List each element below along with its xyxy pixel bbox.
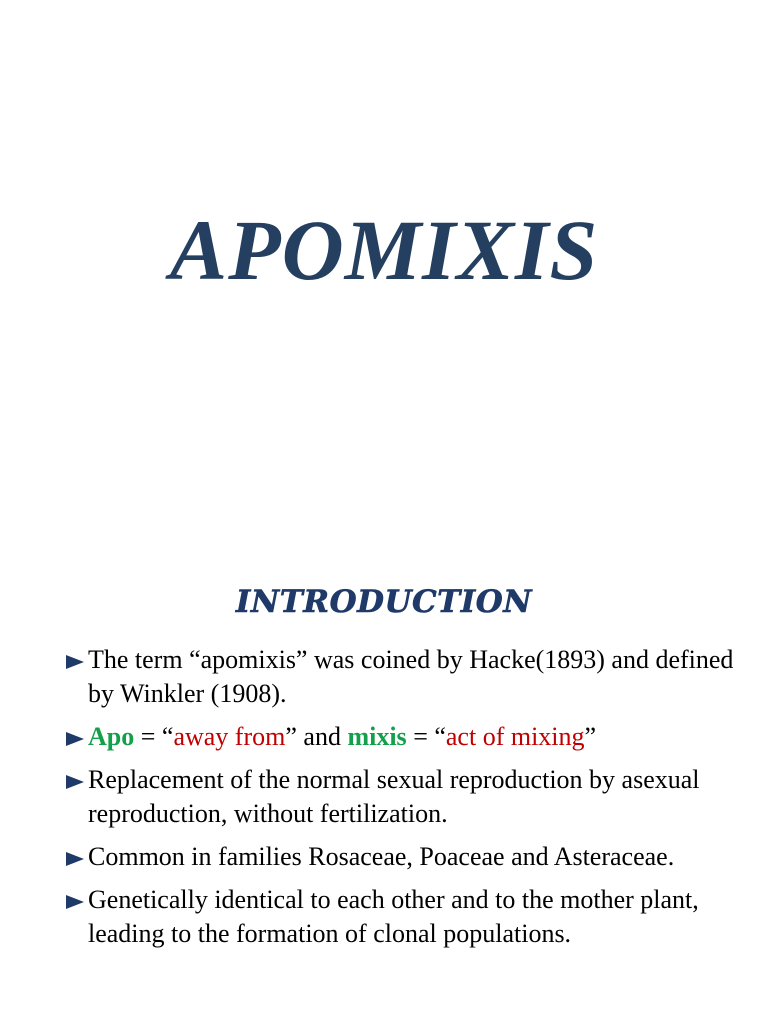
triangle-bullet-icon [66,775,84,789]
triangle-bullet-icon [66,852,84,866]
triangle-bullet-icon [66,655,84,669]
bullet-list [60,643,760,960]
etymology-close-quote: ” [584,722,597,751]
triangle-bullet-icon [66,732,84,746]
bullet-text: Genetically identical to each other and to the mother plant, leading to the formation of clonal populations. [88,885,699,948]
bullet-text: The term “apomixis” was coined by Hacke(1893) and defined by Winkler (1908). [88,645,734,708]
bullet-item-replacement [60,763,760,831]
triangle-bullet-icon [66,895,84,909]
bullet-item-families [60,840,760,874]
etymology-equals: = “ [406,722,446,751]
meaning-act-of-mixing: act of mixing [445,722,585,751]
bullet-item-etymology [60,720,760,754]
section-heading-introduction: INTRODUCTION [235,584,533,620]
term-mixis: mixis [347,722,407,751]
term-apo: Apo [88,722,135,751]
slide-title: APOMIXIS [169,202,599,298]
etymology-equals: = “ [134,722,174,751]
etymology-and: ” and [285,722,348,751]
bullet-item-clonal [60,883,760,951]
bullet-text: Common in families Rosaceae, Poaceae and Asteraceae. [88,842,675,871]
meaning-away-from: away from [173,722,286,751]
bullet-text: Replacement of the normal sexual reproduction by asexual reproduction, without fertilization. [88,765,700,828]
bullet-item-term-origin [60,643,760,711]
